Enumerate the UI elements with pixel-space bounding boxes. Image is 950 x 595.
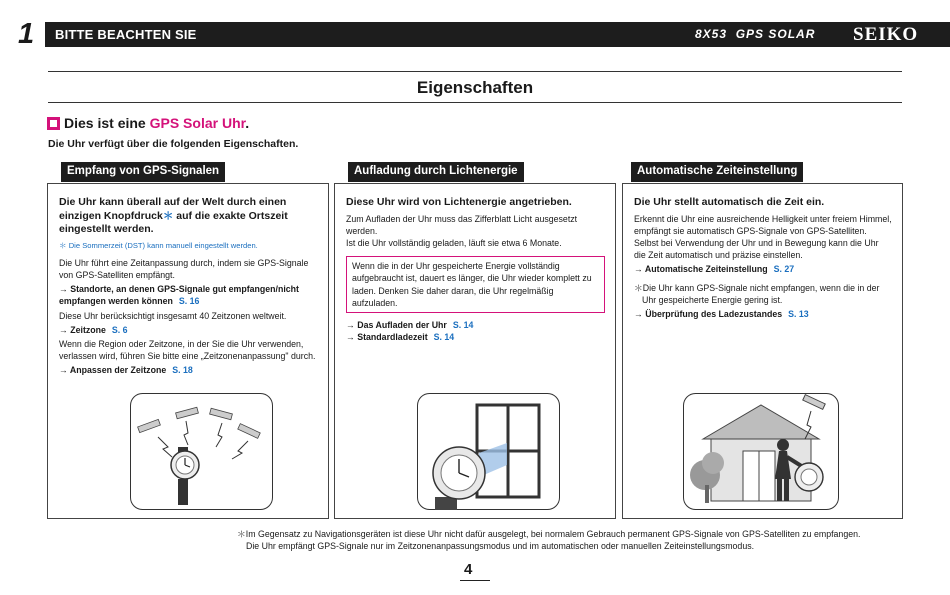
gps-dst-note: ＊ Die Sommerzeit (DST) kann manuell eingestellt werden. [59,240,258,250]
title-rule-top [48,71,902,72]
chapter-title: BITTE BEACHTEN SIE [55,27,197,42]
gps-content [59,196,318,377]
auto-tab: Automatische Zeiteinstellung [631,162,803,182]
gps-lead [59,196,318,237]
ref-page-link[interactable]: S. 14 [433,332,455,343]
solar-content [346,196,605,343]
watch-satellites-illustration [130,393,273,510]
chapter-number: 1 [18,18,35,50]
section-heading [64,115,249,131]
gps-p2: Diese Uhr berücksichtigt insgesamt 40 Zeitzonen weltweit. [59,310,287,321]
watch-window-illustration [417,393,560,510]
auto-ref-timeset[interactable] [634,263,892,275]
auto-ref-charge-status[interactable] [634,308,892,320]
solar-ref-chargetime[interactable] [346,331,605,343]
auto-p1: Erkennt die Uhr eine ausreichende Helligkeit unter freiem Himmel, empfängt sie automatisch GPS-Signale von GPS-Satelliten. Selbst bei Verwendung der Uhr und in Bewegung kann die Uhr die Zeit automatisch und präzise einstellen. [634,213,892,261]
solar-tab: Aufladung durch Lichtenergie [348,162,524,182]
header-bar [45,22,950,47]
model-label: 8X53 GPS SOLAR [695,27,816,41]
solar-ref-charging[interactable] [346,319,605,331]
ref-page-link[interactable]: S. 18 [172,365,193,376]
heading-suffix: . [245,115,250,131]
house-person-satellite-illustration [683,393,839,510]
ref-text: → Überprüfung des Ladezustandes [634,308,783,319]
ref-page-link[interactable]: S. 14 [452,319,474,330]
ref-text: → Das Aufladen der Uhr [346,319,447,330]
ref-page-link[interactable]: S. 13 [788,308,809,319]
ref-text: → Standardladezeit [346,332,428,343]
footnote-line-2: Die Uhr empfängt GPS-Signale nur im Zeitzonenanpassungsmodus und im automatischen oder manuellen Zeiteinstellungsmodus. [246,541,755,551]
section-intro: Die Uhr verfügt über die folgenden Eigenschaften. [48,138,299,150]
ref-page-link[interactable]: S. 16 [178,296,200,307]
page-number-underline [460,580,490,581]
solar-lead: Diese Uhr wird von Lichtenergie angetrieben. [346,196,572,208]
auto-column [622,165,903,519]
footnote-line-1: ＊Im Gegensatz zu Navigationsgeräten ist diese Uhr nicht dafür ausgelegt, bei normalem Gebrauch permanent GPS-Signale von GPS-Satelliten zu empfangen. [237,529,861,539]
page-number: 4 [464,561,473,578]
brand-logo: SEIKO [853,24,919,45]
solar-p1: Zum Aufladen der Uhr muss das Zifferblatt Licht ausgesetzt werden. [346,213,578,236]
page-title: Eigenschaften [416,78,534,97]
gps-p1: Die Uhr führt eine Zeitanpassung durch, indem sie GPS-Signale von GPS-Satelliten empfängt. [59,257,309,280]
footnote [237,528,917,552]
ref-text: → Zeitzone [59,324,106,335]
section-square-icon [47,117,60,130]
ref-text: → Standorte, an denen GPS-Signale gut empfangen/nicht empfangen werden können [59,284,299,307]
ref-text: → Automatische Zeiteinstellung [634,264,768,275]
gps-lead-text: Die Uhr kann überall auf der Welt durch einen einzigen Knopfdruck [59,196,287,222]
heading-prefix: Dies ist eine [64,115,150,131]
title-rule-bottom [48,102,902,103]
ref-page-link[interactable]: S. 27 [773,264,795,275]
solar-p2: Ist die Uhr vollständig geladen, läuft sie etwa 6 Monate. [346,237,562,248]
auto-content [634,196,892,320]
solar-warning-box: Wenn die in der Uhr gespeicherte Energie vollständig aufgebraucht ist, dauert es länger, die Uhr wieder komplett zu laden. Denken Sie daher daran, die Uhr regelmäßig aufzuladen. [346,256,605,313]
gps-ref-reception[interactable] [59,283,318,307]
gps-p3: Wenn die Region oder Zeitzone, in der Sie die Uhr verwenden, verlassen wird, führen Sie bitte eine „Zeitzonenanpassung" durch. [59,338,316,362]
gps-tab: Empfang von GPS-Signalen [61,162,225,182]
gps-lead-star: ＊ [162,209,174,222]
ref-page-link[interactable]: S. 6 [111,324,128,335]
ref-text: → Anpassen der Zeitzone [59,365,167,376]
gps-lead-end: auf die exakte Ortszeit eingestellt werden. [59,209,288,235]
gps-ref-adjust[interactable] [59,364,318,376]
solar-column [334,165,616,519]
heading-accent: GPS Solar Uhr [149,115,246,131]
auto-lead: Die Uhr stellt automatisch die Zeit ein. [634,196,825,208]
auto-note: ＊Die Uhr kann GPS-Signale nicht empfangen, wenn die in der Uhr gespeicherte Energie gering ist. [634,282,880,305]
gps-column [47,165,329,519]
gps-ref-timezone[interactable] [59,324,318,336]
